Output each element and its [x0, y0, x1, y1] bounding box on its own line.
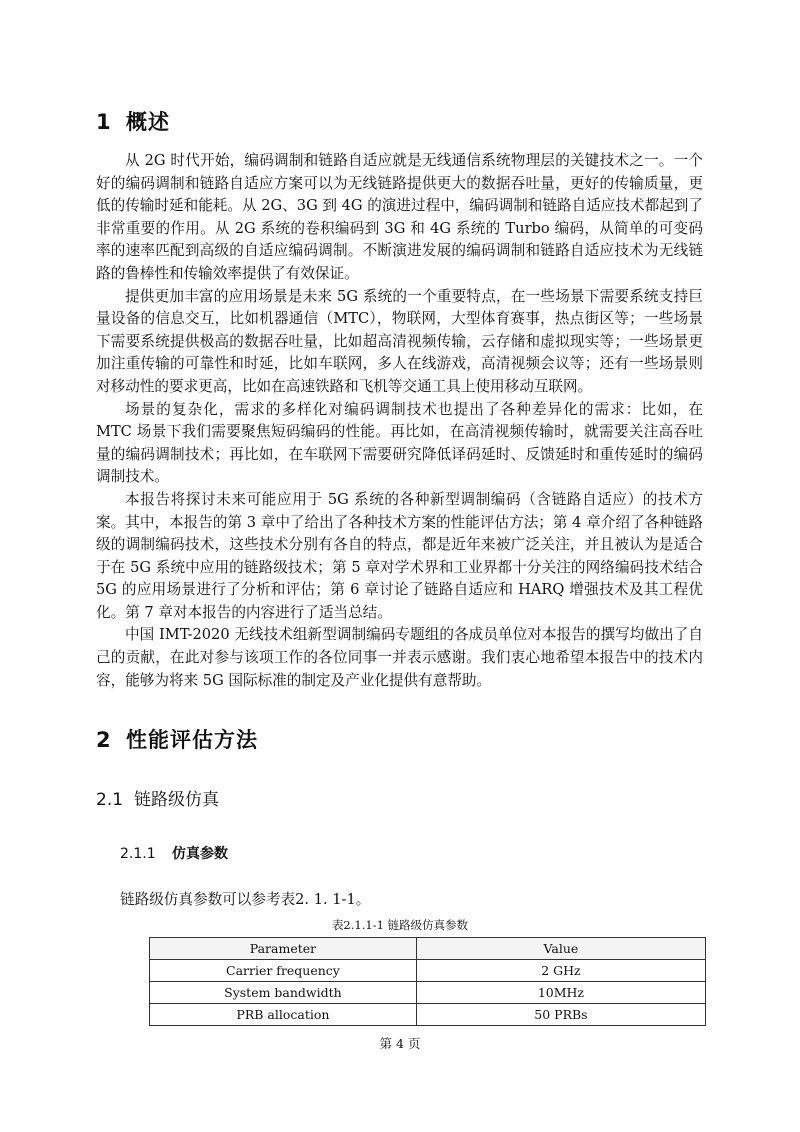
- table-cell: Carrier frequency: [150, 960, 417, 982]
- table-cell: 2 GHz: [416, 960, 705, 982]
- section-heading-2-1: [96, 785, 219, 810]
- section-title: 概述: [126, 110, 170, 134]
- paragraph-3: 场景的复杂化，需求的多样化对编码调制技术也提出了各种差异化的需求：比如，在 MTC 场景下我们需要聚焦短码编码的性能。再比如，在高清视频传输时，就需要关注高吞吐量的编码调制技术；再比如，在车联网下需要研究降低译码延时、反馈延时和重传延时的编码调制技术。: [96, 400, 703, 486]
- page-number: 第 4 页: [379, 1036, 421, 1051]
- parameter-table: [149, 937, 706, 1026]
- table-header-row: [150, 938, 706, 960]
- table-row: [150, 982, 706, 1004]
- column-header: Parameter: [150, 938, 417, 960]
- intro-body: [96, 150, 703, 692]
- paragraph-2: 提供更加丰富的应用场景是未来 5G 系统的一个重要特点，在一些场景下需要系统支持巨量设备的信息交互，比如机器通信（MTC），物联网，大型体育赛事，热点街区等；一些场景下需要系统提供极高的数据吞吐量，比如超高清视频传输，云存储和虚拟现实等；一些场景更加注重传输的可靠性和时延，比如车联网，多人在线游戏，高清视频会议等；还有一些场景则对移动性的要求更高，比如在高速铁路和飞机等交通工具上使用移动互联网。: [96, 287, 703, 395]
- section-heading-2-1-1: [120, 843, 228, 863]
- section-title: 链路级仿真: [134, 790, 219, 810]
- table-reference-line: 链路级仿真参数可以参考表2. 1. 1-1。: [120, 891, 371, 908]
- table-caption: 表2.1.1-1 链路级仿真参数: [331, 918, 469, 932]
- table-row: [150, 1004, 706, 1026]
- section-heading-2: [96, 724, 258, 754]
- table-row: [150, 960, 706, 982]
- table-cell: System bandwidth: [150, 982, 417, 1004]
- column-header: Value: [416, 938, 705, 960]
- section-number: 2.1: [96, 790, 124, 810]
- table-cell: 10MHz: [416, 982, 705, 1004]
- paragraph-4: 本报告将探讨未来可能应用于 5G 系统的各种新型调制编码（含链路自适应）的技术方案。其中，本报告的第 3 章中了给出了各种技术方案的性能评估方法；第 4 章介绍了各种链路级的调制编码技术，这些技术分别有各自的特点，都是近年来被广泛关注，并且被认为是适合于在 5G 系统中应用的链路级技术；第 5 章对学术界和工业界都十分关注的网络编码技术结合 5G 的应用场景进行了分析和评估；第 6 章讨论了链路自适应和 HARQ 增强技术及其工程优化。第 7 章对本报告的内容进行了适当总结。: [96, 490, 703, 621]
- table-cell: 50 PRBs: [416, 1004, 705, 1026]
- section-number: 1: [96, 110, 112, 134]
- section-number: 2: [96, 728, 112, 752]
- section-heading-1: [96, 106, 170, 136]
- section-number: 2.1.1: [120, 846, 156, 862]
- table-cell: PRB allocation: [150, 1004, 417, 1026]
- paragraph-5: 中国 IMT-2020 无线技术组新型调制编码专题组的各成员单位对本报告的撰写均做出了自己的贡献，在此对参与该项工作的各位同事一并表示感谢。我们衷心地希望本报告中的技术内容，能够为将来 5G 国际标准的制定及产业化提供有意帮助。: [96, 626, 703, 689]
- section-title: 性能评估方法: [126, 728, 258, 752]
- section-title: 仿真参数: [172, 846, 228, 862]
- paragraph-1: 从 2G 时代开始，编码调制和链路自适应就是无线通信系统物理层的关键技术之一。一个好的编码调制和链路自适应方案可以为无线链路提供更大的数据吞吐量，更好的传输质量，更低的传输时延和能耗。从 2G、3G 到 4G 的演进过程中，编码调制和链路自适应技术都起到了非常重要的作用。从 2G 系统的卷积编码到 3G 和 4G 系统的 Turbo 编码，从简单的可变码率的速率匹配到高级的自适应编码调制。不断演进发展的编码调制和链路自适应技术为无线链路的鲁棒性和传输效率提供了有效保证。: [96, 152, 703, 282]
